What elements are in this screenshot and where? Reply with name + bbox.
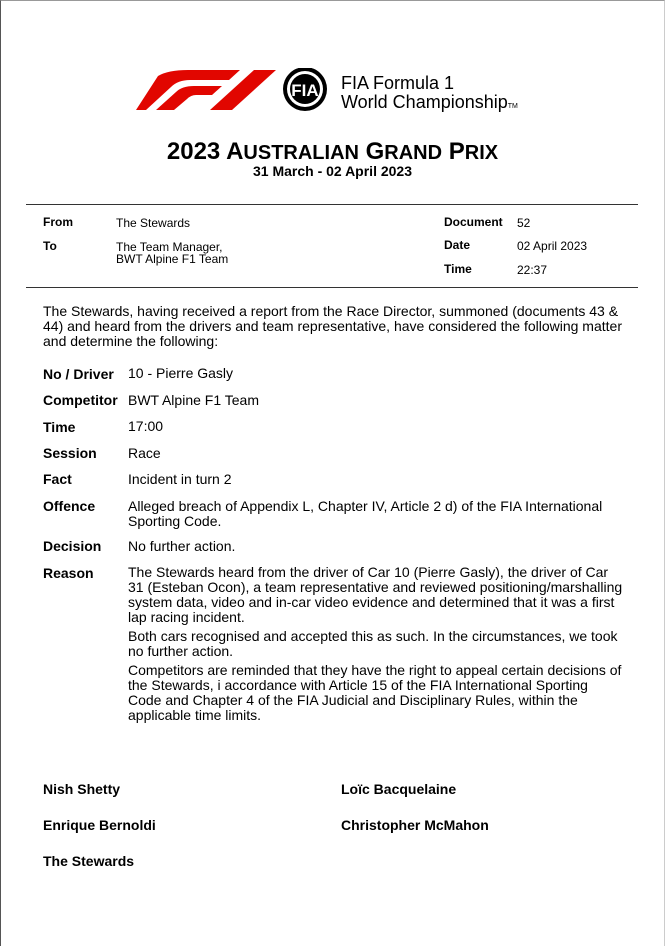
event-dates: 31 March - 02 April 2023 [252, 163, 412, 179]
fia-seal-text: FIA [291, 81, 319, 100]
session-label: Session [43, 445, 97, 461]
offence-value: Alleged breach of Appendix L, Chapter IV, Article 2 d) of the FIA International Sporting Code. [128, 498, 603, 529]
header-divider-bottom [26, 287, 638, 288]
document-value: 52 [517, 216, 531, 230]
document-label: Document [444, 215, 503, 229]
steward-signature-1: Nish Shetty [43, 781, 121, 797]
header-divider-top [26, 204, 638, 205]
date-label: Date [444, 238, 471, 252]
fact-label: Fact [43, 471, 72, 487]
time-value: 22:37 [517, 263, 548, 277]
trademark-mark: TM [507, 103, 518, 110]
steward-signature-2: Loïc Bacquelaine [341, 781, 457, 797]
from-value: The Stewards [116, 216, 191, 230]
decision-value: No further action. [128, 538, 236, 554]
reason-paragraph-1: The Stewards heard from the driver of Car 10 (Pierre Gasly), the driver of Car 31 (Esteban Ocon), a team representative and reviewed positioning/marshalling system data, video and in-car video evidence and determined that it was a first lap racing incident. [128, 564, 623, 625]
reason-paragraph-3: Competitors are reminded that they have the right to appeal certain decisions of the Stewards, i accordance with Article 15 of the FIA International Sporting Code and Chapter 4 of the FIA Judicial and Disciplinary Rules, within the applicable time limits. [128, 662, 622, 723]
championship-logo-text [341, 74, 518, 116]
intro-paragraph: The Stewards, having received a report from the Race Director, summoned (documents 43 & 44) and heard from the drivers and team representative, have considered the following matter and determine the following: [43, 303, 622, 349]
time-label: Time [444, 262, 472, 276]
driver-value: 10 - Pierre Gasly [128, 365, 234, 381]
competitor-value: BWT Alpine F1 Team [128, 392, 259, 408]
competitor-label: Competitor [43, 392, 118, 408]
stewards-footer: The Stewards [43, 853, 135, 869]
incident-time-label: Time [43, 419, 76, 435]
decision-label: Decision [43, 538, 102, 554]
event-title: 2023 AUSTRALIAN GRAND PRIX [166, 138, 499, 165]
driver-label: No / Driver [43, 366, 114, 382]
logo-line-1: FIA Formula 1 [341, 73, 455, 93]
date-value: 02 April 2023 [517, 239, 588, 253]
fact-value: Incident in turn 2 [128, 471, 232, 487]
from-label: From [43, 215, 73, 229]
logo-line-2: World ChampionshipTM [341, 92, 518, 112]
reason-paragraph-2: Both cars recognised and accepted this as such. In the circumstances, we took no further action. [128, 628, 618, 659]
steward-signature-4: Christopher McMahon [341, 817, 489, 833]
incident-time-value: 17:00 [128, 418, 164, 434]
fia-seal-icon [283, 68, 327, 111]
f1-logo-icon [136, 70, 276, 110]
steward-signature-3: Enrique Bernoldi [43, 817, 156, 833]
offence-label: Offence [43, 498, 96, 514]
reason-label: Reason [43, 565, 94, 581]
to-value-line-1: The Team Manager, [116, 240, 223, 254]
to-value-line-2: BWT Alpine F1 Team [116, 252, 229, 266]
to-label: To [43, 239, 57, 253]
session-value: Race [128, 445, 161, 461]
